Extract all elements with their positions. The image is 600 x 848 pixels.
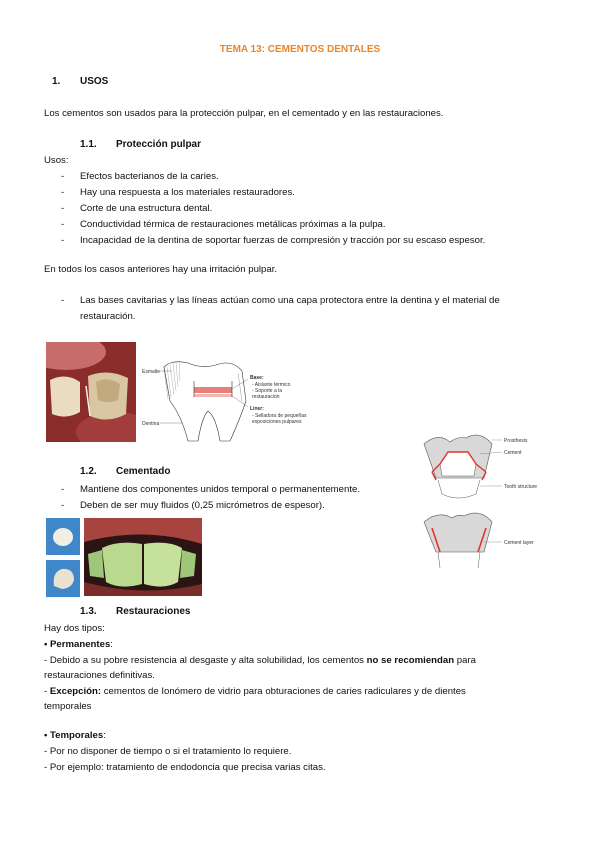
- label-esmalte: Esmalte: [142, 369, 161, 375]
- exception-text: - Excepción: cementos de Ionómero de vidrio para obturaciones de caries radiculares y de dientes: [44, 686, 466, 697]
- list-item: Las bases cavitarias y las líneas actúan como una capa protectora entre la dentina y el material de: [80, 295, 500, 306]
- crown-photo: [46, 518, 80, 555]
- subsection-title: Protección pulpar: [116, 139, 202, 150]
- subsection-number: 1.1.: [80, 139, 97, 150]
- subsection-number: 1.3.: [80, 606, 97, 617]
- permanentes-text: restauraciones definitivas.: [44, 670, 155, 681]
- label-cement: Cement: [504, 450, 522, 456]
- list-item: Incapacidad de la dentina de soportar fuerzas de compresión y tracción por su escaso espesor.: [80, 235, 486, 246]
- label-prosthesis: Prosthesis: [504, 438, 528, 444]
- usos-label: Usos:: [44, 155, 69, 166]
- smile-photo: [84, 518, 202, 596]
- conclusion-text: En todos los casos anteriores hay una irritación pulpar.: [44, 264, 278, 275]
- intro-paragraph: Los cementos son usados para la protección pulpar, en el cementado y en las restauraciones.: [44, 108, 444, 119]
- list-item: Corte de una estructura dental.: [80, 203, 213, 214]
- list-item: Mantiene dos componentes unidos temporal o permanentemente.: [80, 484, 360, 495]
- list-item: Hay una respuesta a los materiales restauradores.: [80, 187, 295, 198]
- subsection-number: 1.2.: [80, 466, 97, 477]
- list-item: Conductividad térmica de restauraciones metálicas próximas a la pulpa.: [80, 219, 386, 230]
- page-title: TEMA 13: CEMENTOS DENTALES: [219, 44, 381, 55]
- bullet-dash: -: [61, 219, 65, 230]
- bullet-dash: -: [61, 500, 65, 511]
- liner-title: Liner:: [250, 406, 264, 412]
- subsection-title: Restauraciones: [116, 606, 191, 617]
- list-item: Efectos bacterianos de la caries.: [80, 171, 219, 182]
- base-item: - Aislante térmico: [252, 382, 291, 388]
- permanentes-text: - Debido a su pobre resistencia al desgaste y alta solubilidad, los cementos no se recomiendan para: [44, 655, 476, 666]
- bullet-dash: -: [61, 484, 65, 495]
- temporales-text: - Por no disponer de tiempo o si el tratamiento lo requiere.: [44, 746, 292, 757]
- subsection-title: Cementado: [116, 466, 171, 477]
- base-item: restauración: [252, 394, 280, 400]
- tooth-cavity-photo: [46, 342, 136, 442]
- bullet-dash: -: [61, 295, 65, 306]
- exception-text: temporales: [44, 701, 92, 712]
- label-tooth-structure: Tooth structure: [504, 484, 538, 490]
- bullet-dash: -: [61, 187, 65, 198]
- liner-item: - Selladora de pequeñas: [252, 413, 307, 419]
- crown-photo: [46, 560, 80, 597]
- cement-layer-diagram: [418, 432, 558, 572]
- liner-item: exposiciones pulpares: [252, 419, 302, 425]
- permanentes-heading: • Permanentes:: [44, 639, 113, 650]
- bullet-dash: -: [61, 203, 65, 214]
- bullet-dash: -: [61, 235, 65, 246]
- list-item: Deben de ser muy fluidos (0,25 micrómetros de espesor).: [80, 500, 325, 511]
- temporales-text: - Por ejemplo: tratamiento de endodoncia que precisa varias citas.: [44, 762, 326, 773]
- label-dentina: Dentina: [142, 421, 160, 427]
- types-intro: Hay dos tipos:: [44, 623, 105, 634]
- list-item-continuation: restauración.: [80, 311, 136, 322]
- section-title: USOS: [80, 76, 109, 87]
- bullet-dash: -: [61, 171, 65, 182]
- temporales-heading: • Temporales:: [44, 730, 106, 741]
- base-item: - Soporte a la: [252, 388, 283, 394]
- base-title: Base:: [250, 375, 264, 381]
- base-liner-diagram: [142, 357, 322, 442]
- label-cement-layer: Cement layer: [504, 540, 534, 546]
- section-number: 1.: [52, 76, 61, 87]
